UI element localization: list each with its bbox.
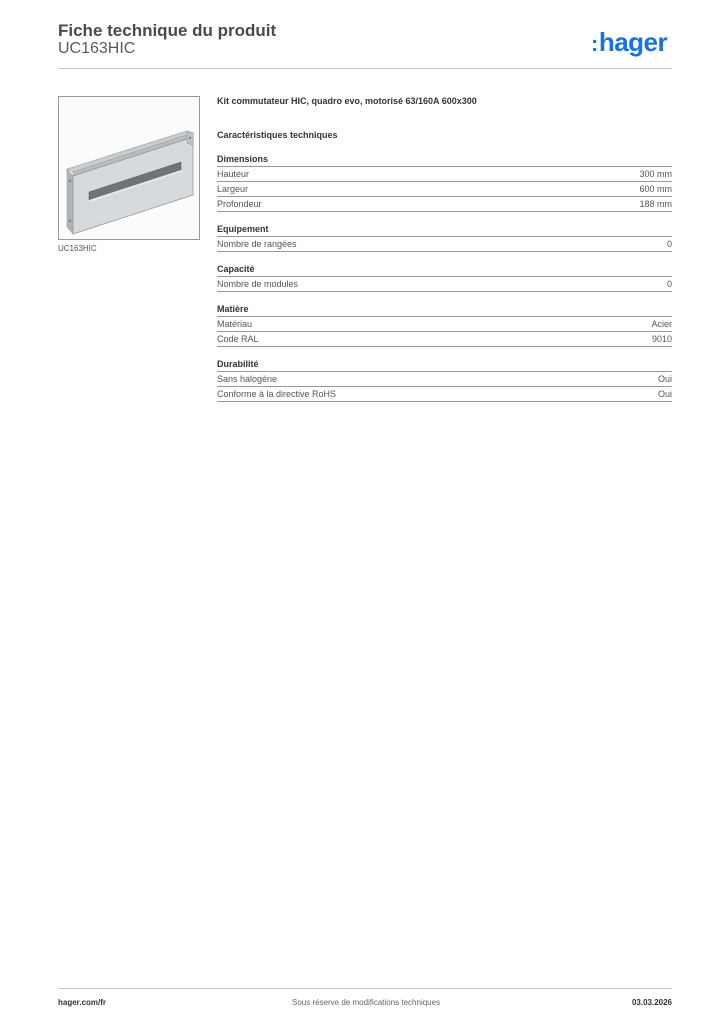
spec-row xyxy=(217,386,672,402)
header-divider xyxy=(58,68,672,69)
image-caption: UC163HIC xyxy=(58,244,97,253)
spec-label: Conforme à la directive RoHS xyxy=(217,389,337,399)
spec-row xyxy=(217,331,672,347)
product-illustration xyxy=(59,97,199,239)
section-matiere xyxy=(217,302,672,347)
spec-row xyxy=(217,166,672,181)
section-dimensions xyxy=(217,152,672,212)
spec-value: 0 xyxy=(666,239,672,249)
section-durabilite xyxy=(217,357,672,402)
spec-row xyxy=(217,371,672,386)
section-title: Matière xyxy=(217,304,249,314)
section-title: Dimensions xyxy=(217,154,269,164)
spec-label: Hauteur xyxy=(217,169,250,179)
spec-label: Nombre de modules xyxy=(217,279,299,289)
logo-text: hager xyxy=(598,27,668,57)
spec-value: Oui xyxy=(657,389,672,399)
spec-row xyxy=(217,196,672,212)
spec-value: 0 xyxy=(666,279,672,289)
hager-logo: :hager xyxy=(591,27,668,57)
product-code: UC163HIC xyxy=(58,40,136,57)
footer-date: 03.03.2026 xyxy=(631,998,672,1007)
spec-row xyxy=(217,276,672,292)
spec-row xyxy=(217,236,672,252)
spec-value: 9010 xyxy=(651,334,672,344)
spec-value: 300 mm xyxy=(639,169,672,179)
spec-label: Largeur xyxy=(217,184,249,194)
spec-label: Code RAL xyxy=(217,334,259,344)
spec-value: 188 mm xyxy=(639,199,672,209)
section-equipement xyxy=(217,222,672,252)
section-capacite xyxy=(217,262,672,292)
spec-label: Profondeur xyxy=(217,199,262,209)
spec-label: Sans halogène xyxy=(217,374,278,384)
spec-row xyxy=(217,316,672,331)
specifications xyxy=(217,94,672,402)
footer-disclaimer: Sous réserve de modifications techniques xyxy=(292,998,441,1007)
section-title: Capacité xyxy=(217,264,255,274)
specs-heading: Caractéristiques techniques xyxy=(217,130,338,140)
spec-label: Nombre de rangées xyxy=(217,239,297,249)
spec-value: Acier xyxy=(651,319,672,329)
page-title: Fiche technique du produit xyxy=(58,21,277,40)
section-title: Equipement xyxy=(217,224,269,234)
spec-value: 600 mm xyxy=(639,184,672,194)
section-title: Durabilité xyxy=(217,359,259,369)
product-title: Kit commutateur HIC, quadro evo, motorisé 63/160A 600x300 xyxy=(217,96,477,106)
footer-divider xyxy=(58,988,672,989)
product-image xyxy=(58,96,200,240)
spec-value: Oui xyxy=(657,374,672,384)
footer-website-link[interactable]: hager.com/fr xyxy=(58,998,107,1007)
spec-row xyxy=(217,181,672,196)
spec-label: Matériau xyxy=(217,319,253,329)
